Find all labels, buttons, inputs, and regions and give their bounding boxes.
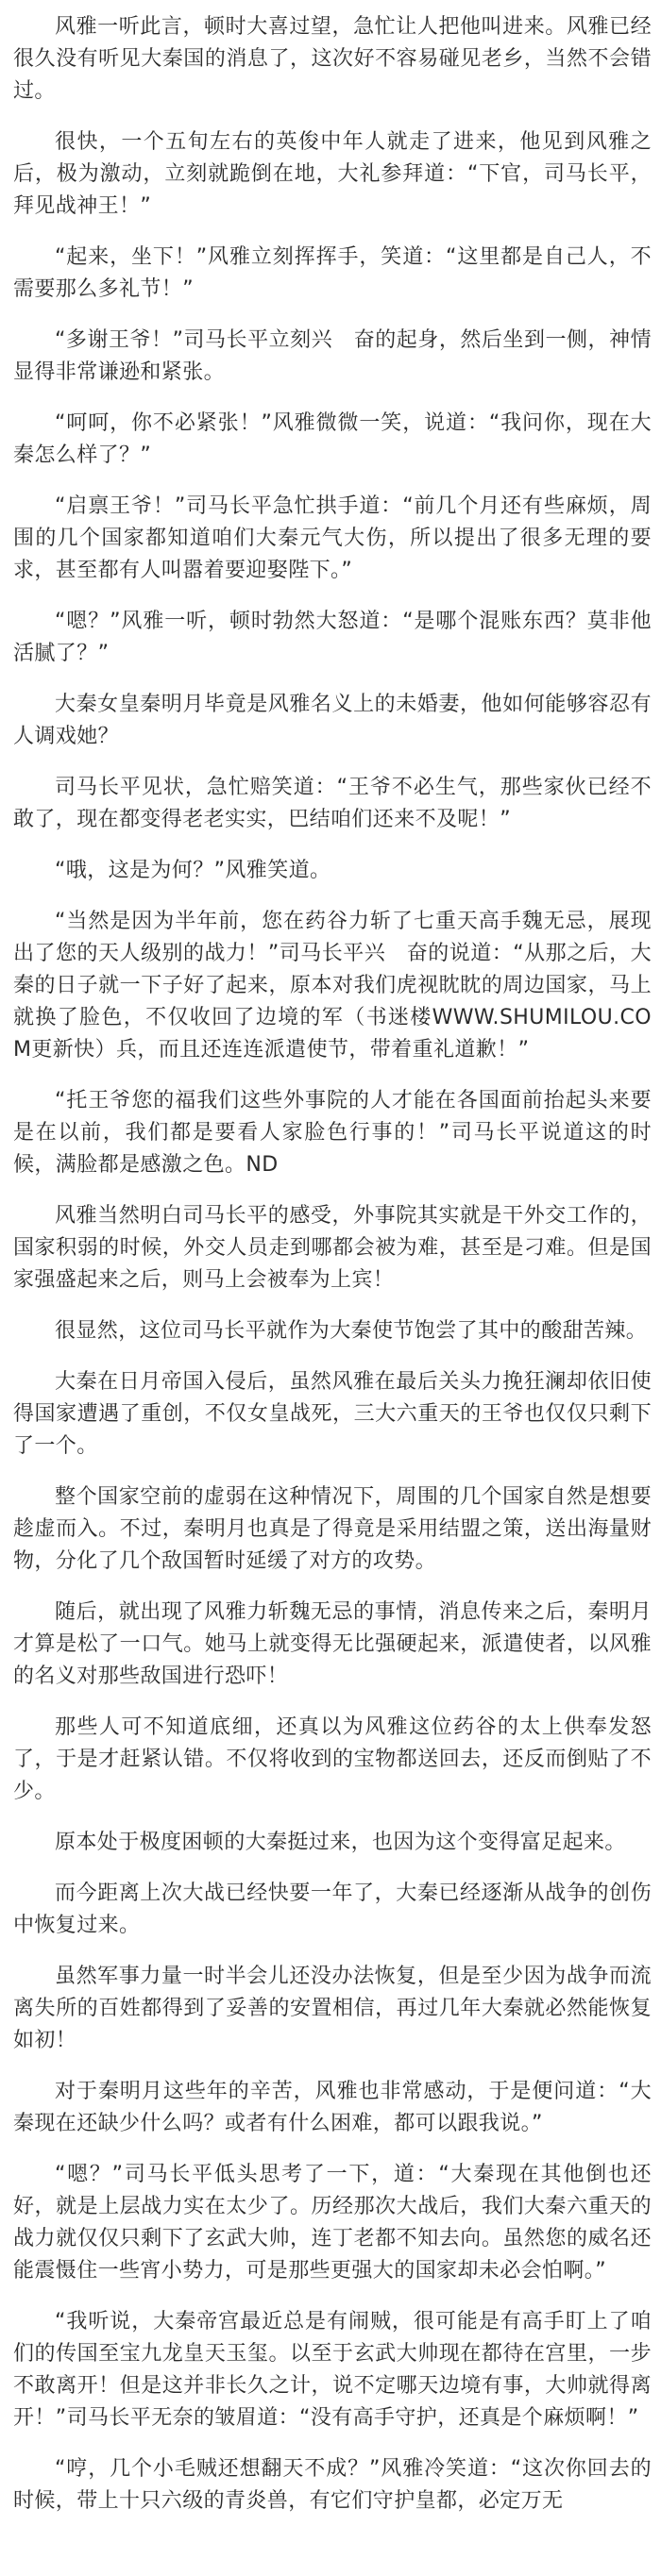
paragraph: 原本处于极度困顿的大秦挺过来，也因为这个变得富足起来。	[55, 1831, 626, 1854]
paragraph: “启禀王爷！”司马长平急忙拱手道：“前几个月还有些麻烦，周围的几个国家都知道咱们大秦元气大伤，所以提出了很多无理的要求，甚至都有人叫嚣着要迎娶陛下。”	[13, 494, 652, 582]
paragraph: “当然是因为半年前，您在药谷力斩了七重天高手魏无忌，展现出了您的天人级别的战力！”司马长平兴 奋的说道：“从那之后，大秦的日子就一下子好了起来，原本对我们虎视眈眈的周边国家，马上就换了脸色，不仅收回了边境的军（书迷楼WWW.SHUMILOU.COM更新快）兵，而且还连连派遣使节，带着重礼道歉！”	[13, 910, 652, 1062]
paragraph: “哼，几个小毛贼还想翻天不成？”风雅冷笑道：“这次你回去的时候，带上十只六级的青炎兽，有它们守护皇都，必定万无	[13, 2457, 652, 2513]
paragraph: 风雅一听此言，顿时大喜过望，急忙让人把他叫进来。风雅已经很久没有听见大秦国的消息了，这次好不容易碰见老乡，当然不会错过。	[13, 15, 652, 103]
paragraph: “呵呵，你不必紧张！”风雅微微一笑，说道：“我问你，现在大秦怎么样了？”	[13, 411, 652, 467]
paragraph: 司马长平见状，急忙赔笑道：“王爷不必生气，那些家伙已经不敢了，现在都变得老老实实，巴结咱们还来不及呢！”	[13, 776, 652, 831]
paragraph: 整个国家空前的虚弱在这种情况下，周围的几个国家自然是想要趁虚而入。不过，秦明月也真是了得竟是采用结盟之策，送出海量财物，分化了几个敌国暂时延缓了对方的攻势。	[13, 1485, 652, 1573]
paragraph: 虽然军事力量一时半会儿还没办法恢复，但是至少因为战争而流离失所的百姓都得到了妥善的安置相信，再过几年大秦就必然能恢复如初！	[13, 1965, 652, 2052]
paragraph: “多谢王爷！”司马长平立刻兴 奋的起身，然后坐到一侧，神情显得非常谦逊和紧张。	[13, 328, 652, 384]
paragraph: 那些人可不知道底细，还真以为风雅这位药谷的太上供奉发怒了，于是才赶紧认错。不仅将收到的宝物都送回去，还反而倒贴了不少。	[13, 1715, 652, 1803]
paragraph: 大秦女皇秦明月毕竟是风雅名义上的未婚妻，他如何能够容忍有人调戏她？	[13, 693, 652, 748]
paragraph: 而今距离上次大战已经快要一年了，大秦已经逐渐从战争的创伤中恢复过来。	[13, 1882, 652, 1937]
paragraph: 随后，就出现了风雅力斩魏无忌的事情，消息传来之后，秦明月才算是松了一口气。她马上就变得无比强硬起来，派遣使者，以风雅的名义对那些敌国进行恐吓！	[13, 1600, 652, 1688]
paragraph: 对于秦明月这些年的辛苦，风雅也非常感动，于是便问道：“大秦现在还缺少什么吗？或者有什么困难，都可以跟我说。”	[13, 2080, 652, 2135]
paragraph: 风雅当然明白司马长平的感受，外事院其实就是干外交工作的，国家积弱的时候，外交人员走到哪都会被为难，甚至是刁难。但是国家强盛起来之后，则马上会被奉为上宾！	[13, 1204, 652, 1292]
paragraph: “我听说，大秦帝宫最近总是有闹贼，很可能是有高手盯上了咱们的传国至宝九龙皇天玉玺。以至于玄武大帅现在都待在宫里，一步不敢离开！但是这并非长久之计，说不定哪天边境有事，大帅就得离开！”司马长平无奈的皱眉道：“没有高手守护，还真是个麻烦啊！”	[13, 2310, 652, 2430]
paragraph: “哦，这是为何？”风雅笑道。	[55, 859, 331, 882]
paragraph: “嗯？”司马长平低头思考了一下，道：“大秦现在其他倒也还好，就是上层战力实在太少了。历经那次大战后，我们大秦六重天的战力就仅仅只剩下了玄武大帅，连丁老都不知去向。虽然您的威名还能震慑住一些宵小势力，可是那些更强大的国家却未必会怕啊。”	[13, 2163, 652, 2283]
paragraph: “起来，坐下！”风雅立刻挥挥手，笑道：“这里都是自己人，不需要那么多礼节！”	[13, 245, 652, 301]
paragraph: 大秦在日月帝国入侵后，虽然风雅在最后关头力挽狂澜却依旧使得国家遭遇了重创，不仅女皇战死，三大六重天的王爷也仅仅只剩下了一个。	[13, 1370, 652, 1458]
paragraph: “嗯？”风雅一听，顿时勃然大怒道：“是哪个混账东西？莫非他活腻了？”	[13, 610, 652, 665]
paragraph: 很显然，这位司马长平就作为大秦使节饱尝了其中的酸甜苦辣。	[55, 1319, 648, 1343]
paragraph: 很快，一个五旬左右的英俊中年人就走了进来，他见到风雅之后，极为激动，立刻就跪倒在地，大礼参拜道：“下官，司马长平，拜见战神王！”	[13, 130, 652, 218]
paragraph: “托王爷您的福我们这些外事院的人才能在各国面前抬起头来要是在以前，我们都是要看人家脸色行事的！”司马长平说道这的时候，满脸都是感激之色。ND	[13, 1089, 652, 1177]
